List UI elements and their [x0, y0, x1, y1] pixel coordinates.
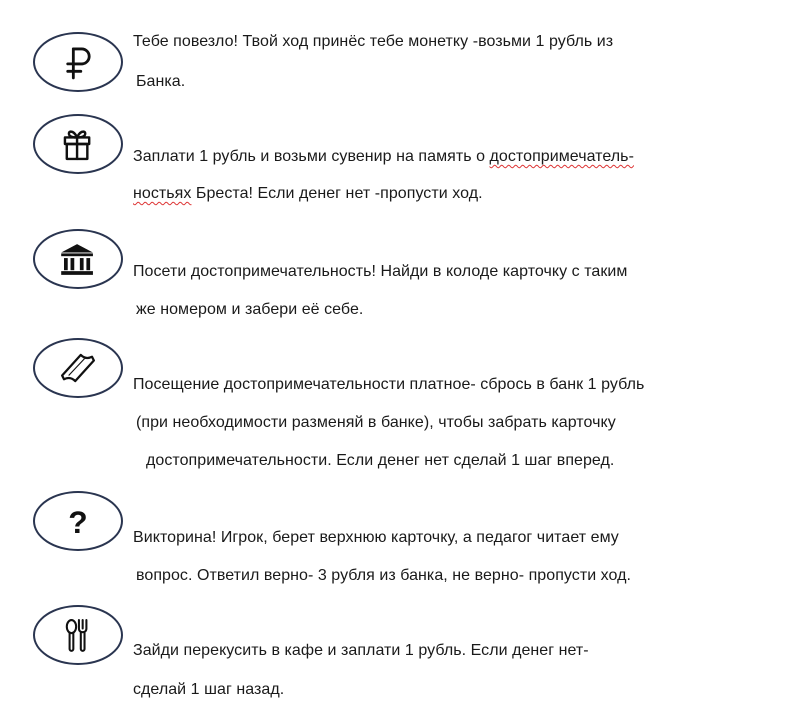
- rule-text-line: [146, 451, 614, 471]
- rule-text: Тебе повезло! Твой ход принёс тебе монетку -возьми 1 рубль из: [133, 33, 614, 50]
- spellcheck-word: достопримечатель-: [489, 148, 634, 165]
- rule-text: Посети достопримечательность! Найди в колоде карточку с таким: [133, 263, 628, 280]
- rule-text-line: [133, 641, 589, 661]
- rule-text: Зайди перекусить в кафе и заплати 1 рубль. Если денег нет-: [133, 642, 589, 659]
- rule-text-line: [136, 300, 363, 320]
- rule-text-line: [133, 262, 627, 282]
- rule-text: Бреста! Если денег нет -пропусти ход.: [191, 185, 483, 202]
- rule-text: Викторина! Игрок, берет верхнюю карточку, а педагог читает ему: [133, 529, 619, 546]
- rule-text-line: [136, 72, 185, 92]
- svg-text:?: ?: [68, 504, 88, 541]
- rule-text: (при необходимости разменяй в банке), чтобы забрать карточку: [136, 414, 616, 431]
- rule-text: сделай 1 шаг назад.: [133, 681, 285, 698]
- rule-text-line: [136, 413, 616, 433]
- rule-text-line: [133, 375, 644, 395]
- museum-icon: [33, 229, 123, 289]
- ruble-icon: [33, 32, 123, 92]
- rule-text-line: [133, 528, 619, 548]
- rule-text: Банка.: [136, 73, 186, 90]
- rule-text: вопрос. Ответил верно- 3 рубля из банка, не верно- пропусти ход.: [136, 567, 632, 584]
- spellcheck-word: ностьях: [133, 185, 192, 202]
- rule-text: достопримечательности. Если денег нет сделай 1 шаг вперед.: [146, 452, 615, 469]
- rule-text-line: [133, 147, 634, 167]
- rule-text-line: [136, 566, 631, 586]
- rule-text-line: [133, 184, 483, 204]
- ticket-icon: [33, 338, 123, 398]
- question-icon: [33, 491, 123, 551]
- rule-text-line: [133, 680, 284, 700]
- rule-text-line: [133, 32, 613, 52]
- cutlery-icon: [33, 605, 123, 665]
- rule-text: Заплати 1 рубль и возьми сувенир на память о: [133, 148, 490, 165]
- rule-text: же номером и забери её себе.: [136, 301, 364, 318]
- gift-icon: [33, 114, 123, 174]
- rule-text: Посещение достопримечательности платное- сбрось в банк 1 рубль: [133, 376, 645, 393]
